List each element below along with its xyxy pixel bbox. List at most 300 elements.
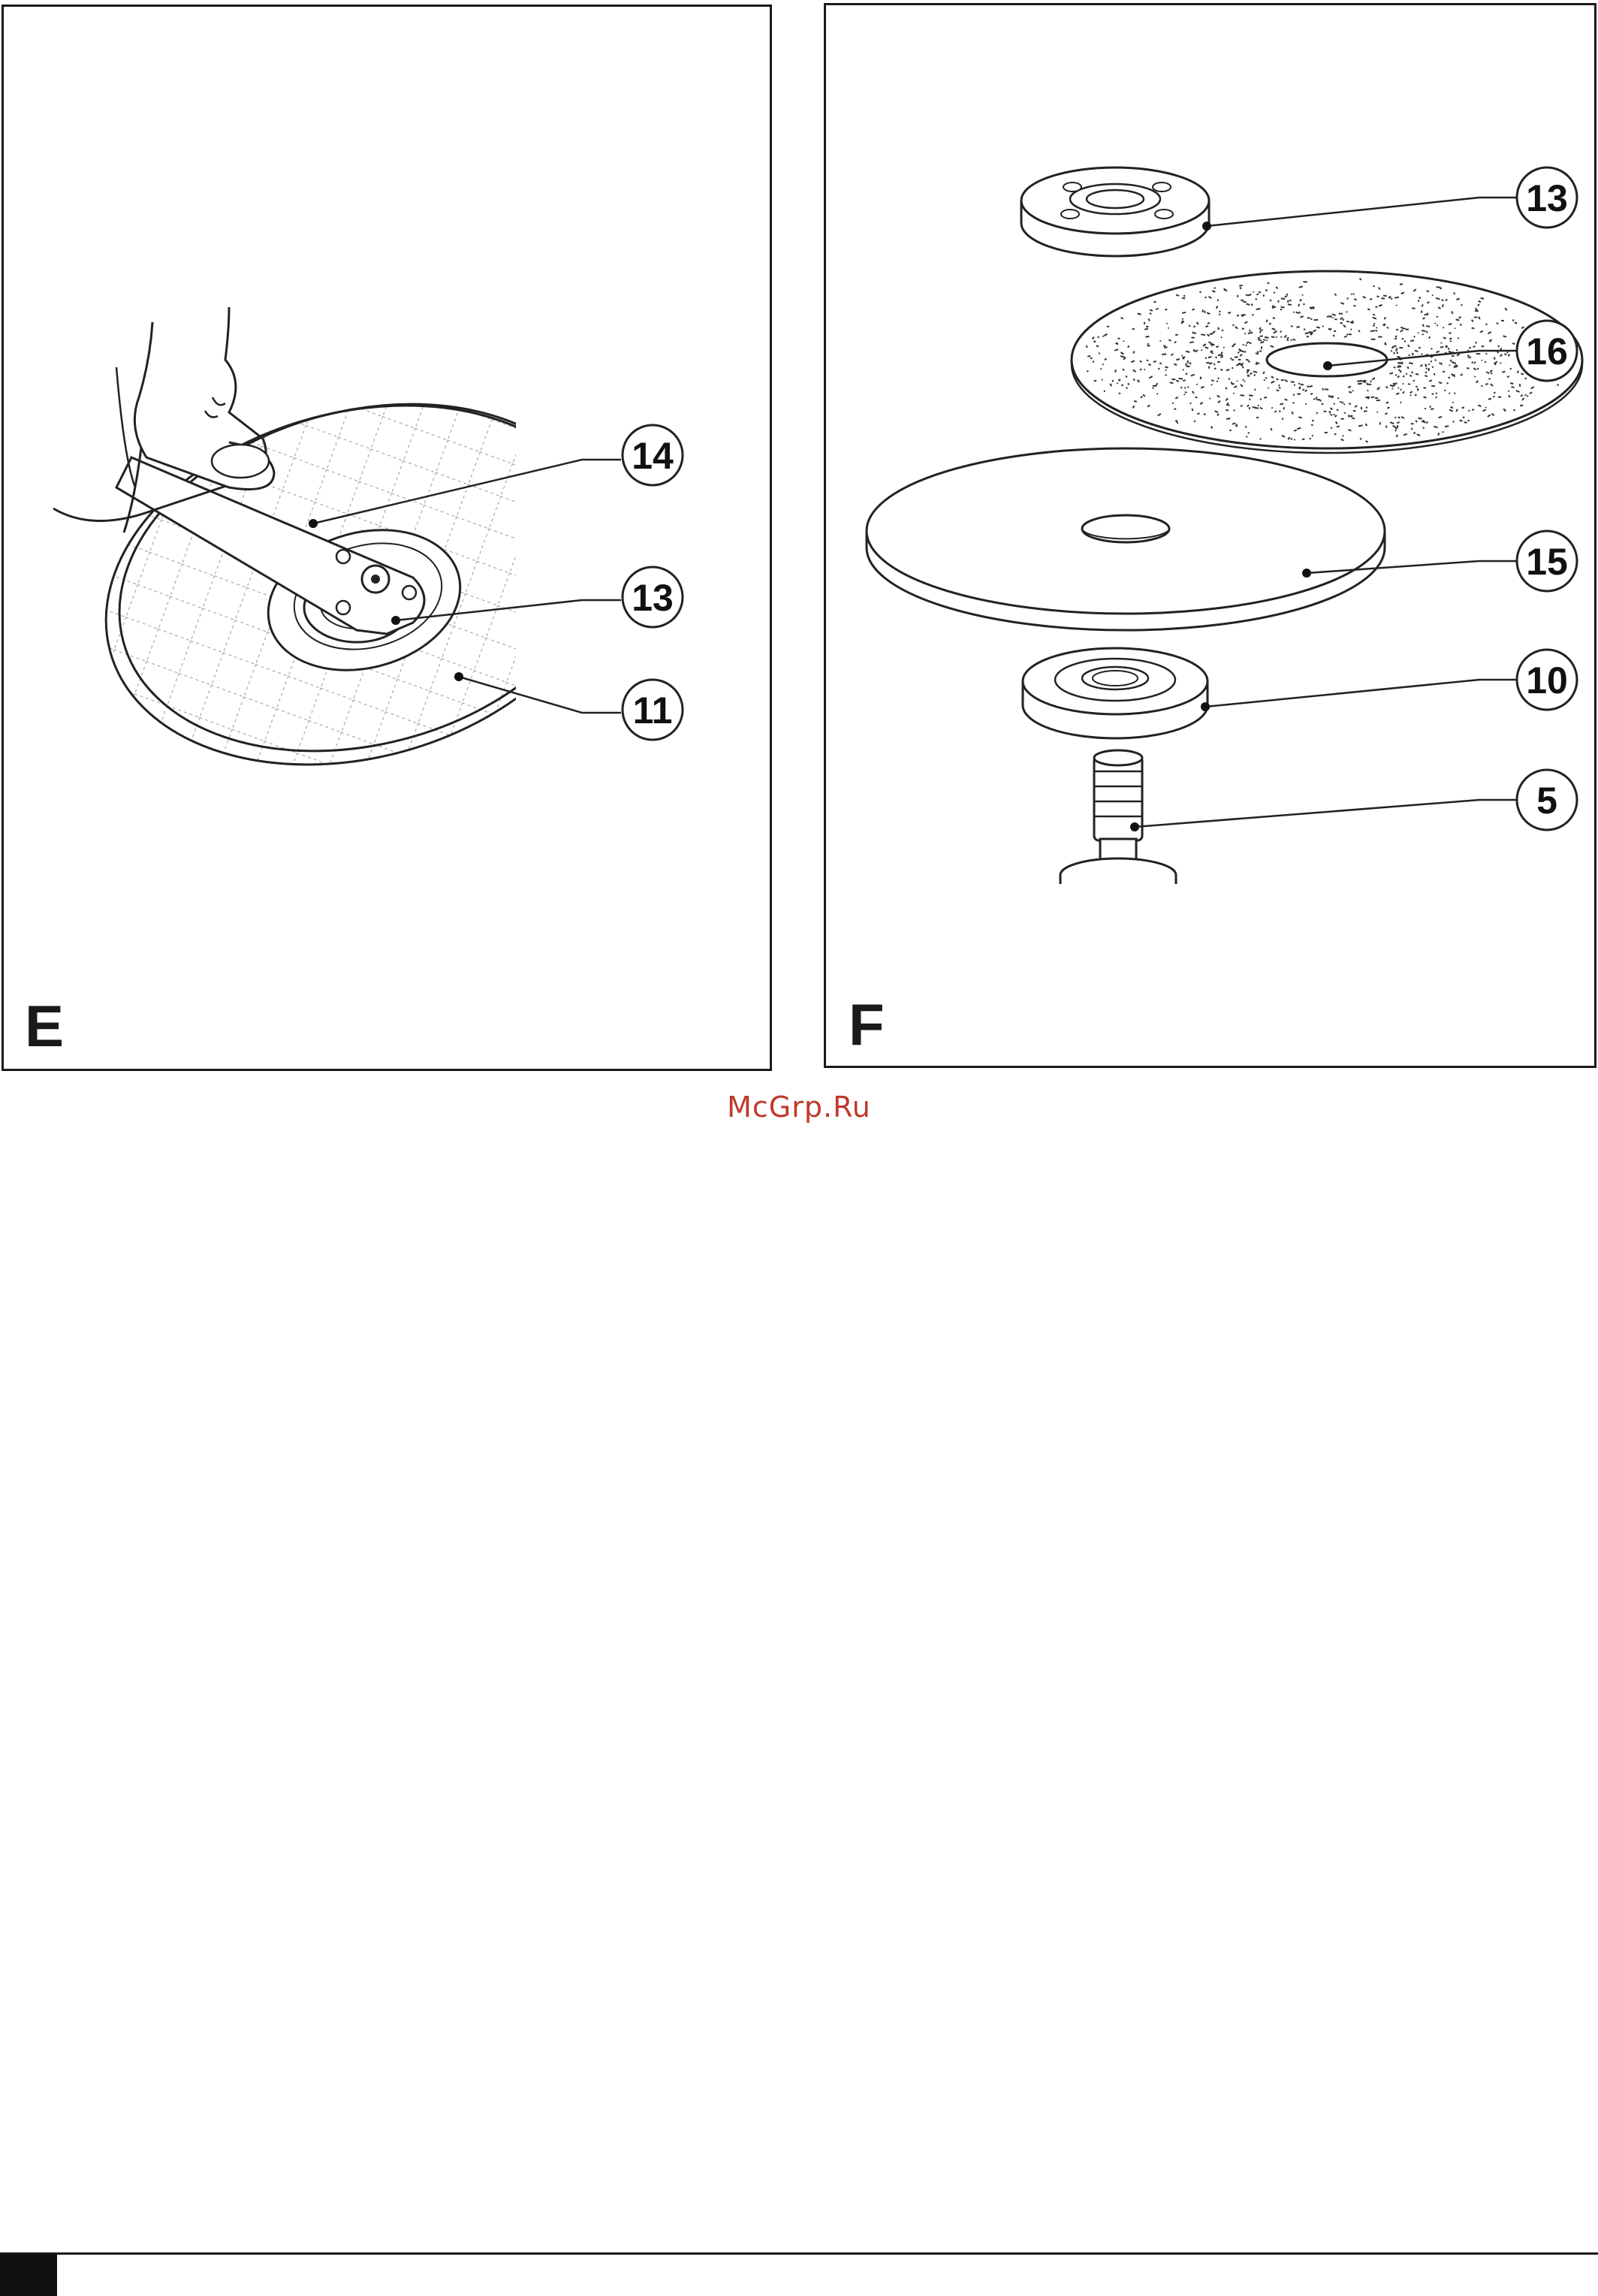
grit-speck [1134, 351, 1135, 354]
grit-speck [1226, 405, 1229, 406]
grit-speck [1105, 359, 1107, 360]
grit-speck [1148, 364, 1150, 365]
grit-speck [1520, 384, 1521, 387]
grit-speck [1488, 399, 1491, 400]
grit-speck [1249, 395, 1253, 396]
grit-speck [1163, 345, 1165, 346]
grit-speck [1140, 361, 1142, 362]
grit-speck [1156, 309, 1158, 310]
grit-speck [1344, 404, 1345, 405]
grit-speck [1184, 394, 1185, 395]
figure-e-panel [2, 5, 772, 1071]
grit-speck [1237, 381, 1238, 382]
grit-speck [1234, 386, 1237, 388]
grit-speck [1414, 336, 1416, 337]
grit-speck [1358, 384, 1362, 385]
grit-speck [1193, 349, 1195, 351]
grit-speck [1223, 347, 1224, 348]
grit-speck [1107, 326, 1109, 327]
grit-speck [1214, 364, 1215, 365]
grit-speck [1298, 304, 1299, 306]
grit-speck [1367, 397, 1369, 399]
grit-speck [1468, 410, 1470, 411]
grit-speck [1407, 367, 1408, 369]
callout-label: 10 [1526, 659, 1568, 701]
grit-speck [1416, 386, 1417, 387]
grit-speck [1199, 292, 1201, 293]
grit-speck [1121, 385, 1123, 386]
grit-speck [1190, 403, 1192, 404]
grit-speck [1281, 298, 1285, 299]
grit-speck [1431, 348, 1432, 349]
grit-speck [1474, 362, 1476, 364]
grit-speck [1395, 417, 1397, 418]
grit-speck [1165, 367, 1168, 368]
grit-speck [1397, 357, 1400, 358]
grit-speck [1256, 294, 1259, 295]
grit-speck [1303, 390, 1305, 391]
grit-speck [1467, 420, 1469, 421]
grit-speck [1498, 345, 1500, 347]
grit-speck [1180, 387, 1182, 388]
grit-speck [1437, 325, 1438, 326]
grit-speck [1513, 319, 1514, 321]
grit-speck [1449, 365, 1450, 366]
grit-speck [1288, 304, 1292, 305]
callout-5 [1517, 770, 1577, 830]
grit-speck [1103, 336, 1104, 337]
grit-speck [1346, 321, 1349, 322]
grit-speck [1256, 353, 1259, 354]
grit-speck [1202, 309, 1203, 312]
grit-speck [1128, 383, 1129, 385]
grit-speck [1268, 282, 1270, 283]
grit-speck [1449, 377, 1450, 378]
callout-13 [623, 567, 683, 627]
grit-speck [1334, 330, 1336, 331]
grit-speck [1263, 372, 1264, 374]
grit-speck [1511, 368, 1512, 370]
grit-speck [1394, 367, 1395, 368]
grit-speck [1280, 403, 1283, 404]
grit-speck [1401, 371, 1402, 373]
grit-speck [1511, 387, 1514, 388]
grit-speck [1395, 375, 1397, 376]
grit-speck [1209, 363, 1212, 364]
grit-speck [1349, 416, 1352, 417]
grit-speck [1150, 309, 1153, 310]
grit-speck [1416, 421, 1417, 423]
grit-speck [1294, 394, 1295, 395]
grit-speck [1376, 306, 1378, 307]
grit-speck [1426, 331, 1428, 332]
grit-speck [1338, 397, 1339, 399]
watermark: McGrp.Ru [727, 1091, 871, 1124]
callout-label: 5 [1536, 780, 1557, 822]
grit-speck [1153, 302, 1156, 303]
grit-speck [1274, 411, 1276, 412]
callout-label: 13 [632, 577, 674, 619]
grit-speck [1340, 323, 1343, 324]
grit-speck [1195, 397, 1198, 398]
grit-speck [1364, 411, 1367, 412]
grit-speck [1287, 337, 1289, 339]
grit-speck [1406, 373, 1407, 374]
grit-speck [1294, 430, 1297, 431]
grit-speck [1205, 347, 1209, 348]
grit-speck [1244, 315, 1245, 316]
grit-speck [1165, 309, 1167, 310]
grit-speck [1429, 336, 1431, 338]
grit-speck [1189, 325, 1190, 326]
grit-speck [1298, 312, 1300, 313]
grit-speck [1322, 388, 1324, 390]
grit-speck [1101, 369, 1102, 370]
grit-speck [1458, 338, 1459, 339]
grit-speck [1265, 337, 1269, 338]
grit-speck [1126, 376, 1127, 378]
grit-speck [1418, 388, 1419, 391]
grit-speck [1260, 331, 1261, 333]
grit-speck [1176, 295, 1179, 296]
grit-speck [1527, 396, 1528, 397]
grit-speck [1472, 328, 1475, 329]
grit-speck [1358, 330, 1360, 332]
grit-speck [1217, 381, 1218, 382]
grit-speck [1186, 373, 1187, 374]
grit-speck [1305, 403, 1306, 404]
grit-speck [1398, 417, 1401, 418]
grit-speck [1188, 387, 1189, 388]
grit-speck [1211, 333, 1213, 334]
grit-speck [1250, 332, 1253, 333]
grit-speck [1309, 332, 1313, 333]
grit-speck [1347, 334, 1349, 335]
grit-speck [1090, 358, 1093, 359]
grit-speck [1481, 298, 1485, 299]
grit-speck [1145, 336, 1149, 337]
grit-speck [1291, 326, 1292, 327]
grit-speck [1410, 340, 1414, 341]
grit-speck [1451, 340, 1452, 342]
grit-speck [1182, 298, 1185, 299]
figure-letter: F [849, 991, 885, 1057]
grit-speck [1183, 380, 1185, 381]
grit-speck [1271, 336, 1274, 337]
grit-speck [1514, 409, 1515, 410]
grit-speck [1241, 395, 1244, 396]
grit-speck [1114, 349, 1118, 351]
grit-speck [1460, 324, 1462, 325]
grit-speck [1162, 354, 1166, 355]
grit-speck [1386, 426, 1387, 428]
grit-speck [1271, 408, 1273, 409]
grit-speck [1118, 338, 1120, 339]
grit-speck [1391, 350, 1392, 351]
grit-speck [1449, 393, 1450, 394]
grit-speck [1112, 380, 1113, 382]
grit-speck [1124, 357, 1126, 358]
grit-speck [1418, 418, 1422, 419]
grit-speck [1370, 330, 1375, 331]
figure-e-illustration [4, 7, 770, 1069]
grit-speck [1232, 383, 1233, 384]
grit-speck [1201, 377, 1202, 379]
grit-speck [1398, 366, 1401, 367]
grit-speck [1254, 375, 1255, 376]
grit-speck [1246, 294, 1248, 295]
grit-speck [1452, 356, 1454, 357]
grit-speck [1377, 296, 1379, 297]
grit-speck [1185, 392, 1186, 394]
grit-speck [1503, 336, 1506, 337]
grit-speck [1221, 337, 1222, 338]
grit-speck [1454, 374, 1455, 377]
grit-speck [1176, 381, 1179, 382]
callout-14 [623, 425, 683, 485]
grit-speck [1144, 322, 1145, 324]
grit-speck [1446, 345, 1447, 347]
grit-speck [1197, 413, 1199, 414]
grit-speck [1370, 299, 1372, 300]
grit-speck [1453, 402, 1454, 403]
grit-speck [1279, 411, 1280, 412]
grit-speck [1302, 294, 1303, 295]
grit-speck [1337, 410, 1339, 411]
grit-speck [1348, 387, 1351, 388]
grit-speck [1377, 389, 1379, 390]
grit-speck [1210, 398, 1211, 400]
grit-speck [1485, 361, 1486, 363]
outer-flange-13 [1021, 167, 1209, 256]
grit-speck [1238, 360, 1241, 361]
grit-speck [1374, 323, 1375, 324]
grit-speck [1236, 425, 1238, 427]
grit-speck [1387, 407, 1389, 409]
grit-speck [1443, 327, 1444, 328]
grit-speck [1335, 294, 1337, 296]
callout-10 [1517, 650, 1577, 710]
grit-speck [1243, 379, 1244, 380]
figure-f-panel [824, 3, 1596, 1068]
callout-11 [623, 680, 683, 740]
grit-speck [1441, 342, 1442, 343]
grit-speck [1393, 383, 1397, 384]
grit-speck [1274, 331, 1277, 332]
grit-speck [1322, 326, 1323, 327]
grit-speck [1222, 352, 1223, 355]
grit-speck [1299, 388, 1301, 389]
grit-speck [1265, 378, 1267, 379]
grit-speck [1349, 392, 1352, 393]
grit-speck [1439, 417, 1442, 418]
grit-speck [1437, 316, 1438, 317]
grit-speck [1467, 355, 1469, 356]
grit-speck [1397, 422, 1400, 423]
grit-speck [1409, 363, 1413, 364]
grit-speck [1486, 372, 1487, 373]
grit-speck [1298, 383, 1300, 384]
grit-speck [1218, 327, 1219, 330]
grit-speck [1411, 372, 1413, 373]
grit-speck [1378, 336, 1382, 337]
grit-speck [1307, 336, 1309, 337]
grit-speck [1502, 372, 1505, 373]
grit-speck [1440, 347, 1443, 348]
grit-speck [1205, 358, 1206, 359]
callout-13 [1517, 167, 1577, 228]
grit-speck [1218, 414, 1219, 416]
spindle-5 [1060, 750, 1176, 884]
callout-label: 13 [1526, 177, 1568, 219]
grit-speck [1289, 300, 1291, 301]
grit-speck [1494, 392, 1495, 393]
grit-speck [1462, 408, 1464, 409]
grit-speck [1340, 402, 1341, 403]
grit-speck [1244, 351, 1246, 353]
grit-speck [1379, 288, 1380, 290]
grit-speck [1436, 397, 1437, 398]
grit-speck [1281, 307, 1285, 308]
grit-speck [1301, 316, 1304, 318]
grit-speck [1194, 326, 1195, 327]
grit-speck [1444, 390, 1446, 391]
grit-speck [1298, 417, 1301, 418]
grit-speck [1206, 363, 1210, 364]
grit-speck [1491, 373, 1492, 374]
callout-label: 14 [632, 435, 674, 477]
grit-speck [1237, 315, 1239, 316]
grit-speck [1156, 383, 1157, 385]
grit-speck [1263, 339, 1265, 340]
grit-speck [1360, 438, 1361, 439]
grit-speck [1253, 372, 1257, 373]
grit-speck [1376, 330, 1377, 331]
grit-speck [1186, 351, 1189, 352]
grit-speck [1250, 373, 1253, 375]
callout-label: 11 [632, 689, 673, 732]
grit-speck [1354, 299, 1357, 300]
callout-label: 15 [1526, 541, 1568, 583]
grit-speck [1387, 327, 1388, 328]
grit-speck [1381, 298, 1385, 299]
grit-speck [1472, 409, 1474, 410]
grit-speck [1244, 381, 1245, 382]
grit-speck [1148, 318, 1150, 321]
grit-speck [1325, 389, 1328, 390]
grit-speck [1395, 336, 1396, 338]
grit-speck [1256, 363, 1257, 365]
grit-speck [1170, 382, 1174, 383]
grit-speck [1226, 388, 1227, 389]
grit-speck [1115, 370, 1116, 372]
grit-speck [1159, 368, 1160, 370]
grit-speck [1376, 400, 1380, 401]
grit-speck [1239, 285, 1242, 286]
grit-speck [1208, 323, 1210, 324]
grit-speck [1322, 403, 1323, 405]
backing-disc-15 [867, 448, 1385, 630]
grit-speck [1456, 319, 1460, 320]
grit-speck [1385, 413, 1387, 414]
grit-speck [1206, 326, 1208, 327]
grit-speck [1228, 312, 1231, 313]
grit-speck [1232, 360, 1234, 361]
callout-16 [1517, 321, 1577, 381]
grit-speck [1176, 359, 1180, 360]
grit-speck [1395, 430, 1397, 431]
grit-speck [1477, 369, 1479, 370]
grit-speck [1391, 298, 1392, 300]
grit-speck [1422, 330, 1425, 331]
grit-speck [1226, 410, 1229, 411]
grit-speck [1246, 345, 1247, 346]
grit-speck [1313, 306, 1314, 308]
callout-15 [1517, 531, 1577, 591]
grit-speck [1443, 338, 1446, 339]
grit-speck [1424, 397, 1427, 398]
grit-speck [1439, 382, 1442, 383]
grit-speck [1120, 356, 1124, 357]
grit-speck [1138, 313, 1141, 314]
grit-speck [1304, 303, 1305, 304]
grit-speck [1449, 338, 1452, 339]
grit-speck [1521, 373, 1524, 374]
grit-speck [1093, 361, 1094, 362]
grit-speck [1257, 351, 1259, 353]
grit-speck [1503, 409, 1504, 410]
grit-speck [1226, 418, 1230, 419]
grit-speck [1316, 412, 1317, 414]
grit-speck [1197, 384, 1198, 385]
grit-speck [1520, 405, 1523, 406]
grit-speck [1280, 309, 1282, 310]
grit-speck [1238, 352, 1239, 353]
grit-speck [1500, 363, 1501, 364]
grit-speck [1485, 384, 1488, 385]
grit-speck [1394, 352, 1395, 354]
grit-speck [1231, 382, 1232, 384]
grit-speck [1413, 433, 1415, 434]
grit-speck [1454, 293, 1455, 294]
grit-speck [1134, 401, 1137, 402]
grit-speck [1409, 355, 1410, 356]
grit-speck [1157, 394, 1158, 395]
grit-speck [1267, 339, 1268, 340]
grit-speck [1248, 432, 1249, 433]
callout-label: 16 [1526, 330, 1568, 373]
grit-speck [1403, 383, 1404, 384]
grit-speck [1201, 334, 1205, 335]
grit-speck [1426, 326, 1430, 327]
grit-speck [1243, 367, 1244, 368]
grit-speck [1205, 297, 1207, 298]
grit-speck [1510, 383, 1513, 384]
grit-speck [1441, 364, 1442, 365]
grit-speck [1350, 322, 1354, 323]
inner-flange-10 [1023, 648, 1208, 738]
grit-speck [1230, 358, 1232, 359]
grit-speck [1389, 373, 1393, 374]
grit-speck [1216, 346, 1219, 347]
grit-speck [1350, 329, 1352, 330]
grit-speck [1241, 315, 1244, 316]
grit-speck [1422, 334, 1424, 335]
grit-speck [1456, 350, 1458, 351]
grit-speck [1240, 287, 1241, 288]
grit-speck [1270, 300, 1271, 301]
grit-speck [1515, 322, 1517, 323]
